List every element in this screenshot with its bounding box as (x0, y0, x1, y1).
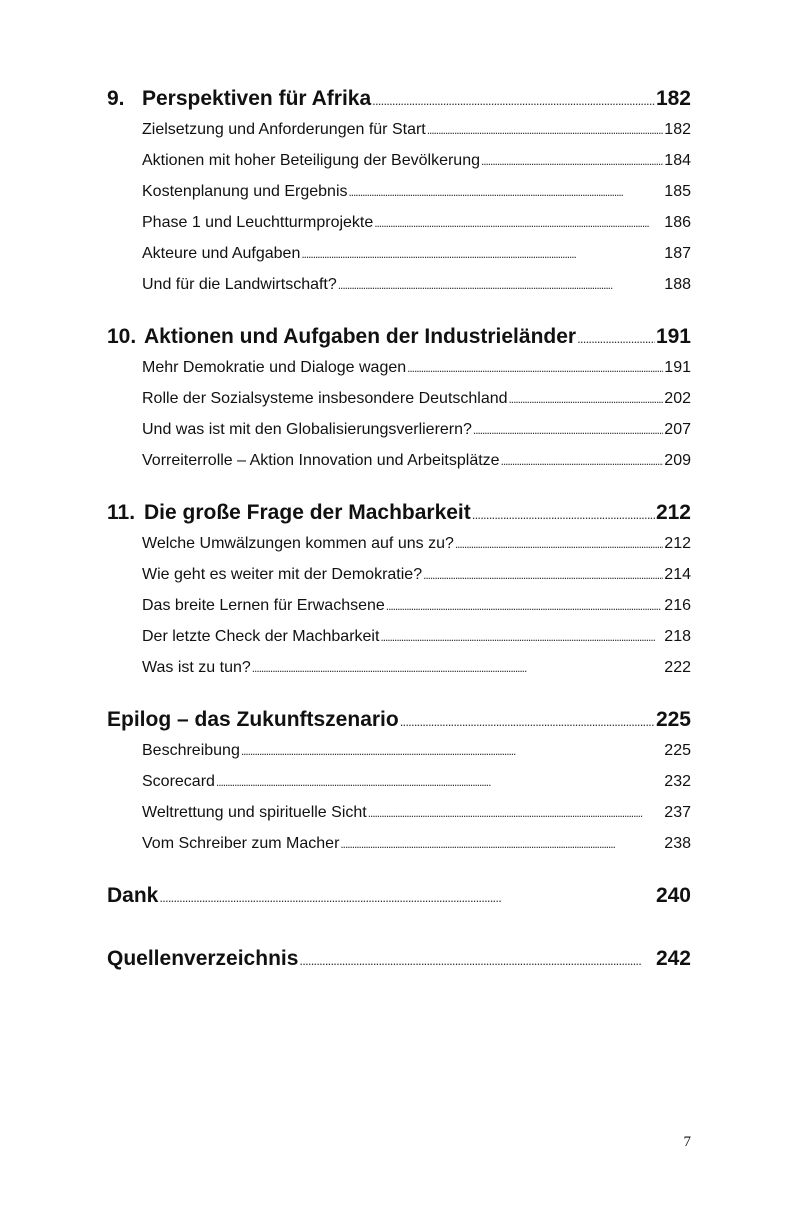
toc-chapter-epilog (107, 705, 691, 859)
chapter-title: Die große Frage der Machbarkeit (144, 501, 471, 524)
chapter-page-number: 225 (655, 708, 691, 731)
table-of-contents (107, 84, 691, 1007)
entry-title: Beschreibung (142, 742, 240, 759)
toc-entry (107, 590, 691, 621)
entry-page-number: 225 (664, 742, 691, 759)
chapter-page-number: 212 (655, 501, 691, 524)
toc-chapter-heading (107, 944, 691, 974)
chapter-page-number: 182 (655, 87, 691, 110)
entry-page-number: 182 (664, 121, 691, 138)
dot-leader (338, 269, 664, 301)
toc-chapter-quellenverzeichnis (107, 944, 691, 974)
dot-leader (372, 84, 655, 116)
toc-chapter-heading (107, 498, 691, 528)
chapter-title: Epilog – das Zukunftszenario (107, 708, 399, 731)
toc-entry (107, 352, 691, 383)
chapter-page-number: 242 (655, 947, 691, 970)
entry-title: Und was ist mit den Globalisierungsverlierern? (142, 421, 472, 438)
dot-leader (455, 528, 663, 560)
chapter-number: 10. (107, 325, 137, 348)
entry-title: Aktionen mit hoher Beteiligung der Bevölkerung (142, 152, 480, 169)
entry-title: Scorecard (142, 773, 215, 790)
dot-leader (301, 238, 663, 270)
entry-title: Zielsetzung und Anforderungen für Start (142, 121, 426, 138)
entry-page-number: 202 (664, 390, 691, 407)
entry-page-number: 232 (664, 773, 691, 790)
entry-title: Phase 1 und Leuchtturmprojekte (142, 214, 374, 231)
toc-entry (107, 114, 691, 145)
chapter-title: Perspektiven für Afrika (142, 87, 372, 110)
toc-chapter-heading (107, 881, 691, 911)
entry-page-number: 209 (664, 452, 691, 469)
chapter-number: 9. (107, 87, 125, 110)
dot-leader (380, 621, 663, 653)
dot-leader (374, 207, 663, 239)
toc-entry (107, 528, 691, 559)
entry-page-number: 222 (664, 659, 691, 676)
dot-leader (501, 445, 664, 477)
dot-leader (299, 944, 655, 976)
entry-title: Der letzte Check der Machbarkeit (142, 628, 380, 645)
entry-page-number: 216 (664, 597, 691, 614)
toc-entry (107, 621, 691, 652)
entry-title: Vom Schreiber zum Macher (142, 835, 340, 852)
dot-leader (400, 705, 655, 737)
dot-leader (340, 828, 663, 860)
toc-entry (107, 445, 691, 476)
toc-chapter-heading (107, 705, 691, 735)
chapter-page-number: 191 (655, 325, 691, 348)
chapter-number: 11. (107, 501, 136, 524)
entry-title: Welche Umwälzungen kommen auf uns zu? (142, 535, 454, 552)
toc-entry (107, 766, 691, 797)
dot-leader (472, 498, 655, 530)
toc-entry (107, 383, 691, 414)
entry-page-number: 238 (664, 835, 691, 852)
dot-leader (368, 797, 664, 829)
dot-leader (216, 766, 663, 798)
dot-leader (423, 559, 663, 591)
chapter-page-number: 240 (655, 884, 691, 907)
entry-title: Vorreiterrolle – Aktion Innovation und Arbeitsplätze (142, 452, 500, 469)
entry-page-number: 207 (664, 421, 691, 438)
toc-chapter-heading (107, 84, 691, 114)
entry-title: Was ist zu tun? (142, 659, 251, 676)
chapter-title: Dank (107, 884, 159, 907)
dot-leader (252, 652, 664, 684)
toc-entry (107, 207, 691, 238)
entry-title: Rolle der Sozialsysteme insbesondere Deutschland (142, 390, 508, 407)
toc-chapter-9 (107, 84, 691, 300)
entry-page-number: 185 (664, 183, 691, 200)
toc-entry (107, 145, 691, 176)
toc-entry (107, 652, 691, 683)
dot-leader (349, 176, 664, 208)
page-number: 7 (683, 1134, 691, 1150)
dot-leader (386, 590, 664, 622)
dot-leader (473, 414, 663, 446)
toc-entry (107, 176, 691, 207)
entry-title: Das breite Lernen für Erwachsene (142, 597, 385, 614)
dot-leader (577, 322, 655, 354)
entry-title: Kostenplanung und Ergebnis (142, 183, 348, 200)
chapter-title: Aktionen und Aufgaben der Industrieländer (144, 325, 577, 348)
toc-chapter-10 (107, 322, 691, 476)
entry-title: Wie geht es weiter mit der Demokratie? (142, 566, 423, 583)
toc-entry (107, 269, 691, 300)
chapter-title: Quellenverzeichnis (107, 947, 299, 970)
entry-page-number: 187 (664, 245, 691, 262)
entry-page-number: 188 (664, 276, 691, 293)
entry-page-number: 214 (664, 566, 691, 583)
entry-title: Mehr Demokratie und Dialoge wagen (142, 359, 407, 376)
toc-entry (107, 559, 691, 590)
entry-title: Weltrettung und spirituelle Sicht (142, 804, 367, 821)
dot-leader (241, 735, 663, 767)
toc-entry (107, 828, 691, 859)
toc-entry (107, 238, 691, 269)
dot-leader (427, 114, 664, 146)
entry-page-number: 237 (664, 804, 691, 821)
entry-title: Akteure und Aufgaben (142, 245, 301, 262)
toc-chapter-dank (107, 881, 691, 911)
toc-chapter-11 (107, 498, 691, 683)
entry-page-number: 186 (664, 214, 691, 231)
entry-page-number: 212 (664, 535, 691, 552)
entry-page-number: 184 (664, 152, 691, 169)
dot-leader (159, 881, 655, 913)
dot-leader (481, 145, 663, 177)
entry-page-number: 218 (664, 628, 691, 645)
toc-chapter-heading (107, 322, 691, 352)
entry-page-number: 191 (664, 359, 691, 376)
toc-entry (107, 735, 691, 766)
entry-title: Und für die Landwirtschaft? (142, 276, 337, 293)
toc-entry (107, 414, 691, 445)
dot-leader (407, 352, 663, 384)
dot-leader (509, 383, 664, 415)
toc-entry (107, 797, 691, 828)
